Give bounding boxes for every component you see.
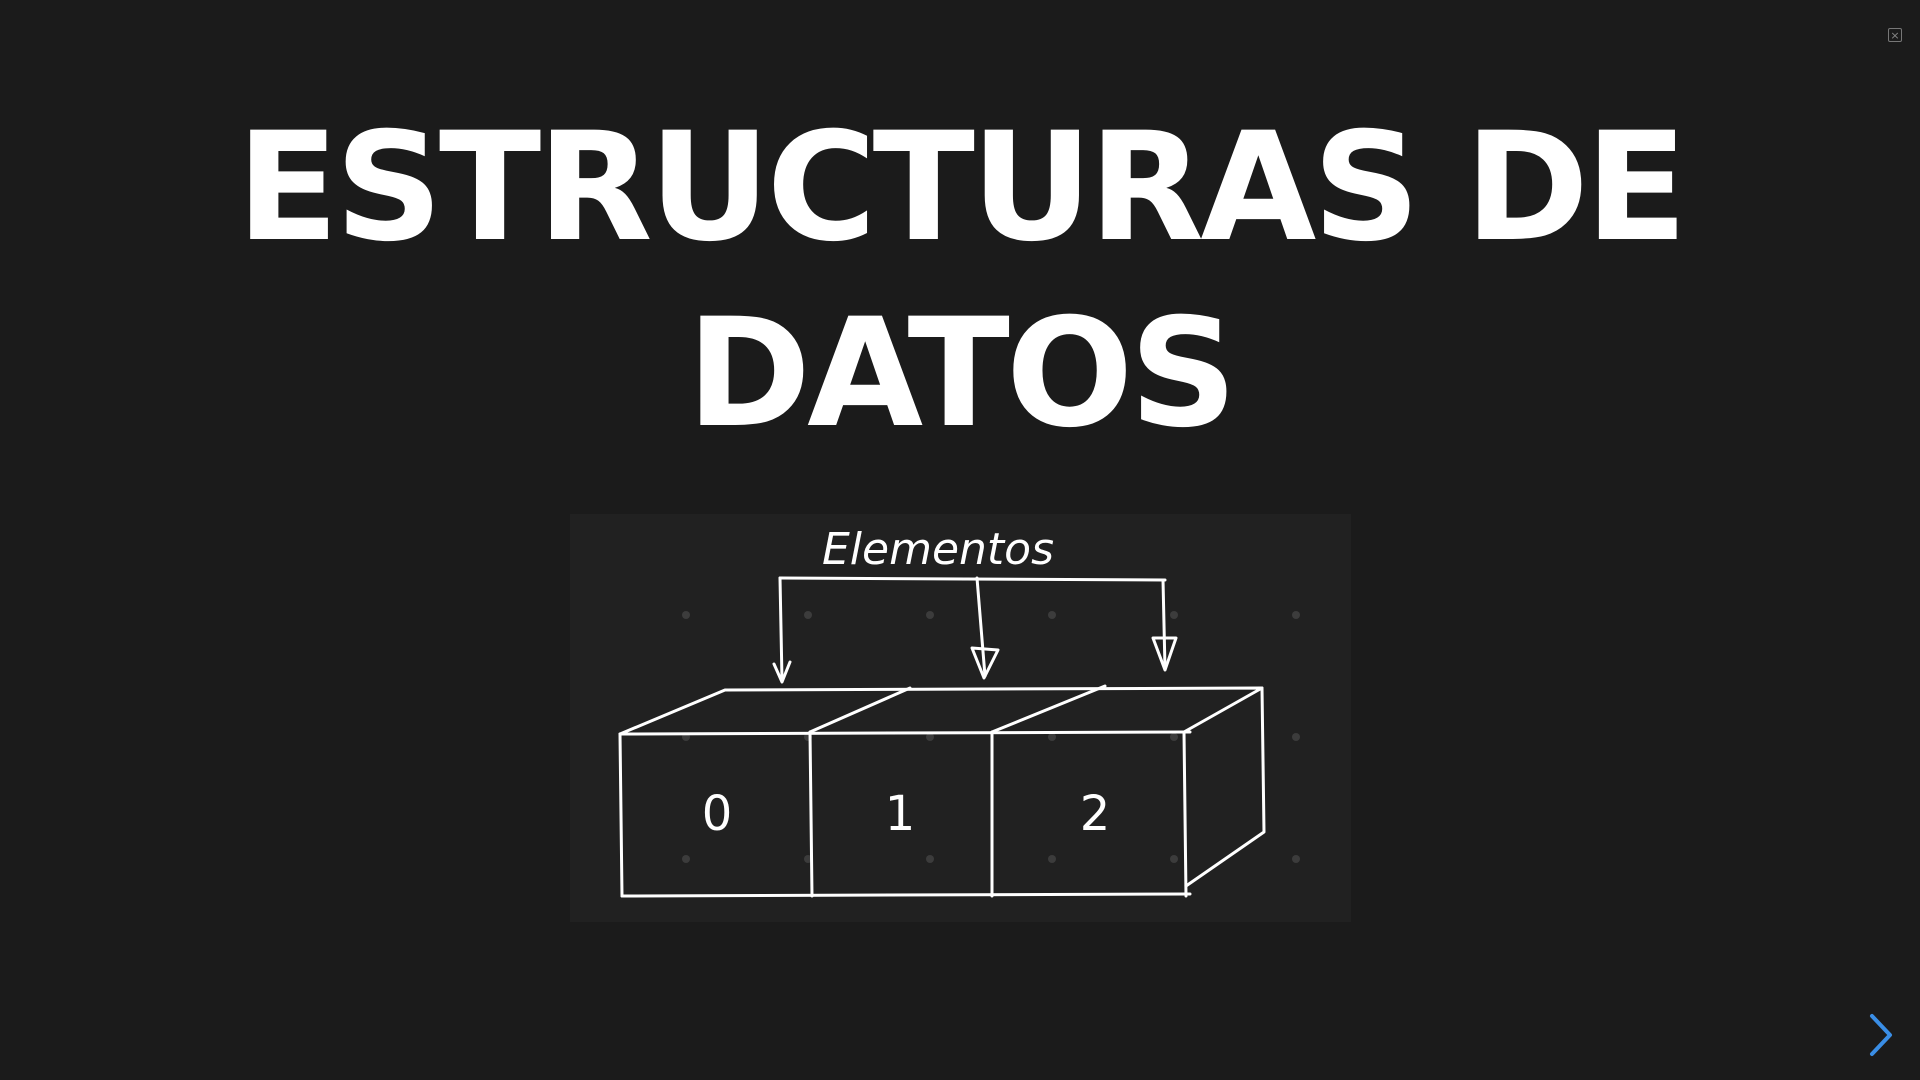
diagram-label: Elementos (821, 524, 1055, 575)
cell-index-1: 1 (884, 786, 916, 842)
chevron-right-icon (1862, 1010, 1902, 1060)
close-button[interactable]: × (1888, 28, 1902, 42)
cell-index-2: 2 (1079, 786, 1111, 842)
title-line-2: DATOS (686, 287, 1234, 461)
next-slide-button[interactable] (1862, 1010, 1902, 1060)
array-diagram (570, 514, 1351, 922)
title-line-1: ESTRUCTURAS DE (236, 101, 1684, 275)
cell-index-0: 0 (701, 786, 733, 842)
pointer-arrows (774, 578, 1176, 682)
page-title (0, 95, 1920, 467)
array-diagram-svg (570, 514, 1351, 922)
